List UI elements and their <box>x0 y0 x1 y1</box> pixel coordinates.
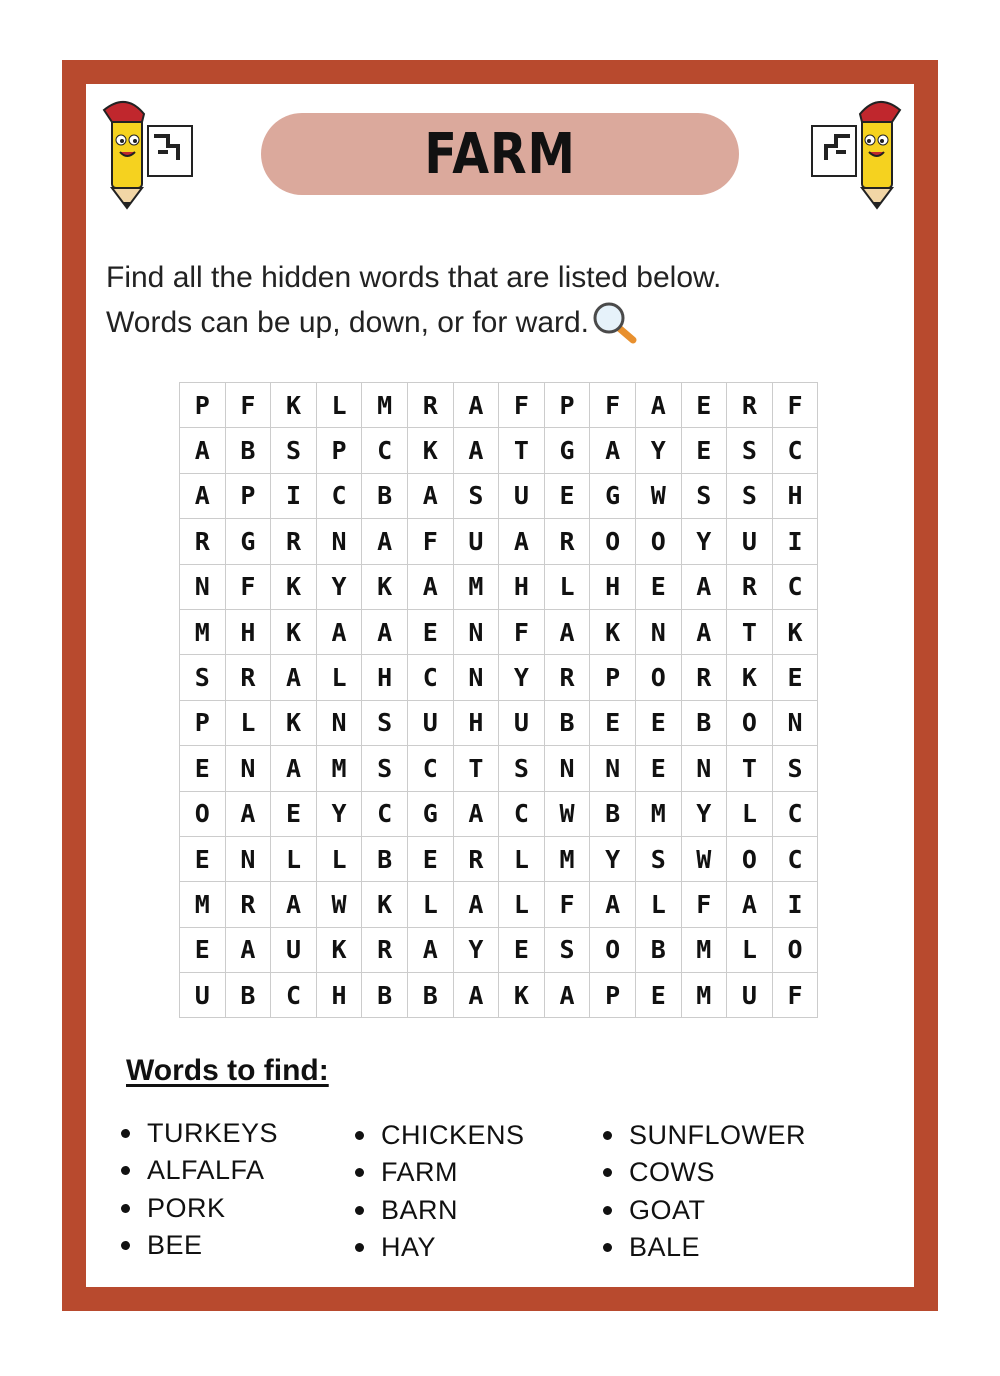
grid-cell: B <box>226 428 272 473</box>
grid-cell: C <box>773 837 819 882</box>
grid-cell: R <box>682 655 728 700</box>
instructions-line-2: Words can be up, down, or for ward. <box>106 306 590 339</box>
grid-cell: E <box>636 973 682 1018</box>
grid-cell: E <box>499 928 545 973</box>
grid-cell: K <box>271 701 317 746</box>
grid-cell: W <box>636 474 682 519</box>
instructions-line-1: Find all the hidden words that are listed below. <box>106 261 722 294</box>
grid-cell: S <box>727 474 773 519</box>
grid-cell: R <box>454 837 500 882</box>
grid-cell: H <box>499 565 545 610</box>
grid-cell: E <box>636 565 682 610</box>
grid-cell: C <box>362 428 408 473</box>
grid-cell: F <box>499 383 545 428</box>
grid-cell: K <box>727 655 773 700</box>
grid-cell: U <box>180 973 226 1018</box>
grid-cell: O <box>727 837 773 882</box>
page-title: FARM <box>424 121 576 187</box>
grid-cell: A <box>271 655 317 700</box>
grid-cell: M <box>317 746 363 791</box>
grid-cell: U <box>499 474 545 519</box>
grid-cell: E <box>271 792 317 837</box>
grid-cell: P <box>545 383 591 428</box>
grid-cell: A <box>682 565 728 610</box>
grid-cell: R <box>727 565 773 610</box>
grid-cell: A <box>682 610 728 655</box>
grid-cell: A <box>271 746 317 791</box>
grid-cell: N <box>773 701 819 746</box>
grid-cell: C <box>362 792 408 837</box>
grid-cell: Y <box>499 655 545 700</box>
pencil-mascot-icon <box>98 96 198 214</box>
grid-cell: I <box>773 882 819 927</box>
grid-cell: L <box>499 837 545 882</box>
grid-cell: L <box>727 928 773 973</box>
grid-cell: Y <box>317 792 363 837</box>
grid-cell: U <box>271 928 317 973</box>
grid-cell: S <box>727 428 773 473</box>
grid-cell: G <box>226 519 272 564</box>
grid-cell: H <box>454 701 500 746</box>
grid-cell: A <box>454 383 500 428</box>
grid-cell: A <box>180 428 226 473</box>
grid-cell: B <box>226 973 272 1018</box>
grid-cell: F <box>226 383 272 428</box>
grid-cell: K <box>590 610 636 655</box>
grid-cell: E <box>180 746 226 791</box>
grid-cell: A <box>317 610 363 655</box>
grid-cell: E <box>636 746 682 791</box>
word-item: BARN <box>355 1192 525 1229</box>
grid-cell: S <box>773 746 819 791</box>
grid-cell: H <box>226 610 272 655</box>
grid-cell: C <box>317 474 363 519</box>
grid-cell: Y <box>682 519 728 564</box>
grid-cell: Y <box>682 792 728 837</box>
grid-cell: P <box>180 383 226 428</box>
grid-cell: R <box>226 655 272 700</box>
grid-cell: S <box>545 928 591 973</box>
grid-cell: R <box>180 519 226 564</box>
grid-cell: S <box>362 746 408 791</box>
word-item: GOAT <box>603 1192 806 1229</box>
grid-cell: M <box>682 973 728 1018</box>
grid-cell: A <box>545 973 591 1018</box>
grid-cell: L <box>727 792 773 837</box>
grid-cell: N <box>454 610 500 655</box>
grid-cell: N <box>636 610 682 655</box>
grid-cell: A <box>727 882 773 927</box>
grid-cell: S <box>499 746 545 791</box>
instructions <box>106 256 721 346</box>
grid-cell: R <box>545 519 591 564</box>
grid-cell: N <box>317 701 363 746</box>
grid-cell: R <box>727 383 773 428</box>
grid-cell: A <box>362 519 408 564</box>
grid-cell: S <box>454 474 500 519</box>
grid-cell: M <box>636 792 682 837</box>
grid-cell: F <box>682 882 728 927</box>
grid-cell: M <box>362 383 408 428</box>
grid-cell: A <box>226 792 272 837</box>
grid-cell: A <box>180 474 226 519</box>
grid-cell: F <box>226 565 272 610</box>
grid-cell: L <box>317 837 363 882</box>
grid-cell: K <box>408 428 454 473</box>
grid-cell: A <box>454 882 500 927</box>
word-item: BALE <box>603 1229 806 1266</box>
title-banner <box>261 113 739 195</box>
grid-cell: C <box>408 655 454 700</box>
word-list-column-1 <box>121 1115 278 1264</box>
grid-cell: N <box>545 746 591 791</box>
grid-cell: C <box>408 746 454 791</box>
grid-cell: L <box>545 565 591 610</box>
grid-cell: L <box>317 655 363 700</box>
grid-cell: A <box>590 428 636 473</box>
grid-cell: E <box>636 701 682 746</box>
magnifier-icon <box>591 300 639 346</box>
grid-cell: M <box>682 928 728 973</box>
grid-cell: T <box>727 746 773 791</box>
pencil-mascot-icon <box>806 96 906 214</box>
grid-cell: Y <box>317 565 363 610</box>
grid-cell: A <box>590 882 636 927</box>
grid-cell: B <box>590 792 636 837</box>
grid-cell: A <box>454 973 500 1018</box>
grid-cell: N <box>454 655 500 700</box>
grid-cell: N <box>682 746 728 791</box>
grid-cell: M <box>180 882 226 927</box>
grid-cell: E <box>545 474 591 519</box>
grid-cell: O <box>636 655 682 700</box>
grid-cell: F <box>590 383 636 428</box>
grid-cell: O <box>590 519 636 564</box>
grid-cell: B <box>362 837 408 882</box>
grid-cell: H <box>362 655 408 700</box>
grid-cell: W <box>317 882 363 927</box>
grid-cell: C <box>773 792 819 837</box>
grid-cell: S <box>636 837 682 882</box>
grid-cell: I <box>773 519 819 564</box>
grid-cell: U <box>727 973 773 1018</box>
word-list-column-2 <box>355 1117 525 1266</box>
grid-cell: L <box>317 383 363 428</box>
grid-cell: N <box>226 746 272 791</box>
grid-cell: U <box>727 519 773 564</box>
grid-cell: U <box>408 701 454 746</box>
grid-cell: Y <box>590 837 636 882</box>
grid-cell: B <box>362 973 408 1018</box>
grid-cell: Y <box>454 928 500 973</box>
grid-cell: E <box>408 837 454 882</box>
grid-cell: O <box>773 928 819 973</box>
word-item: CHICKENS <box>355 1117 525 1154</box>
grid-cell: L <box>499 882 545 927</box>
grid-cell: T <box>454 746 500 791</box>
grid-cell: K <box>271 610 317 655</box>
grid-cell: E <box>590 701 636 746</box>
grid-cell: C <box>773 565 819 610</box>
grid-cell: E <box>180 928 226 973</box>
grid-cell: T <box>727 610 773 655</box>
grid-cell: G <box>408 792 454 837</box>
grid-cell: N <box>180 565 226 610</box>
grid-cell: L <box>408 882 454 927</box>
grid-cell: P <box>590 655 636 700</box>
word-item: COWS <box>603 1154 806 1191</box>
grid-cell: H <box>317 973 363 1018</box>
grid-cell: A <box>499 519 545 564</box>
grid-cell: K <box>362 882 408 927</box>
grid-cell: A <box>454 792 500 837</box>
grid-cell: E <box>682 428 728 473</box>
grid-cell: S <box>362 701 408 746</box>
grid-cell: O <box>590 928 636 973</box>
grid-cell: R <box>362 928 408 973</box>
grid-cell: T <box>499 428 545 473</box>
grid-cell: A <box>636 383 682 428</box>
grid-cell: P <box>180 701 226 746</box>
grid-cell: B <box>636 928 682 973</box>
grid-cell: Y <box>636 428 682 473</box>
grid-cell: M <box>454 565 500 610</box>
grid-cell: N <box>590 746 636 791</box>
grid-cell: P <box>226 474 272 519</box>
grid-cell: A <box>226 928 272 973</box>
word-item: TURKEYS <box>121 1115 278 1152</box>
grid-cell: K <box>271 565 317 610</box>
grid-cell: P <box>590 973 636 1018</box>
grid-cell: E <box>682 383 728 428</box>
grid-cell: A <box>408 928 454 973</box>
grid-cell: G <box>590 474 636 519</box>
grid-cell: W <box>545 792 591 837</box>
grid-cell: K <box>317 928 363 973</box>
word-item: ALFALFA <box>121 1152 278 1189</box>
grid-cell: E <box>773 655 819 700</box>
grid-cell: O <box>636 519 682 564</box>
word-list-column-3 <box>603 1117 806 1266</box>
grid-cell: W <box>682 837 728 882</box>
grid-cell: A <box>545 610 591 655</box>
grid-cell: P <box>317 428 363 473</box>
grid-cell: N <box>317 519 363 564</box>
grid-cell: K <box>271 383 317 428</box>
words-heading: Words to find: <box>126 1054 329 1087</box>
grid-cell: R <box>271 519 317 564</box>
word-item: HAY <box>355 1229 525 1266</box>
grid-cell: H <box>773 474 819 519</box>
grid-cell: O <box>180 792 226 837</box>
grid-cell: U <box>454 519 500 564</box>
grid-cell: A <box>408 474 454 519</box>
grid-cell: E <box>180 837 226 882</box>
grid-cell: F <box>773 383 819 428</box>
word-item: SUNFLOWER <box>603 1117 806 1154</box>
grid-cell: L <box>271 837 317 882</box>
grid-cell: F <box>499 610 545 655</box>
grid-cell: F <box>545 882 591 927</box>
grid-cell: A <box>454 428 500 473</box>
grid-cell: M <box>180 610 226 655</box>
grid-cell: B <box>682 701 728 746</box>
grid-cell: C <box>271 973 317 1018</box>
grid-cell: K <box>773 610 819 655</box>
grid-cell: S <box>271 428 317 473</box>
grid-cell: O <box>727 701 773 746</box>
grid-cell: S <box>682 474 728 519</box>
grid-cell: S <box>180 655 226 700</box>
word-search-grid <box>179 382 818 1018</box>
grid-cell: H <box>590 565 636 610</box>
word-item: BEE <box>121 1227 278 1264</box>
grid-cell: L <box>226 701 272 746</box>
grid-cell: C <box>773 428 819 473</box>
grid-cell: C <box>499 792 545 837</box>
grid-cell: N <box>226 837 272 882</box>
word-item: FARM <box>355 1154 525 1191</box>
word-item: PORK <box>121 1190 278 1227</box>
grid-cell: A <box>271 882 317 927</box>
grid-cell: R <box>545 655 591 700</box>
grid-cell: F <box>408 519 454 564</box>
grid-cell: B <box>362 474 408 519</box>
grid-cell: F <box>773 973 819 1018</box>
grid-cell: K <box>362 565 408 610</box>
grid-cell: A <box>362 610 408 655</box>
grid-cell: A <box>408 565 454 610</box>
grid-cell: L <box>636 882 682 927</box>
grid-cell: B <box>545 701 591 746</box>
grid-cell: K <box>499 973 545 1018</box>
grid-cell: G <box>545 428 591 473</box>
grid-cell: R <box>226 882 272 927</box>
grid-cell: U <box>499 701 545 746</box>
grid-cell: M <box>545 837 591 882</box>
grid-cell: E <box>408 610 454 655</box>
grid-cell: I <box>271 474 317 519</box>
grid-cell: B <box>408 973 454 1018</box>
grid-cell: R <box>408 383 454 428</box>
